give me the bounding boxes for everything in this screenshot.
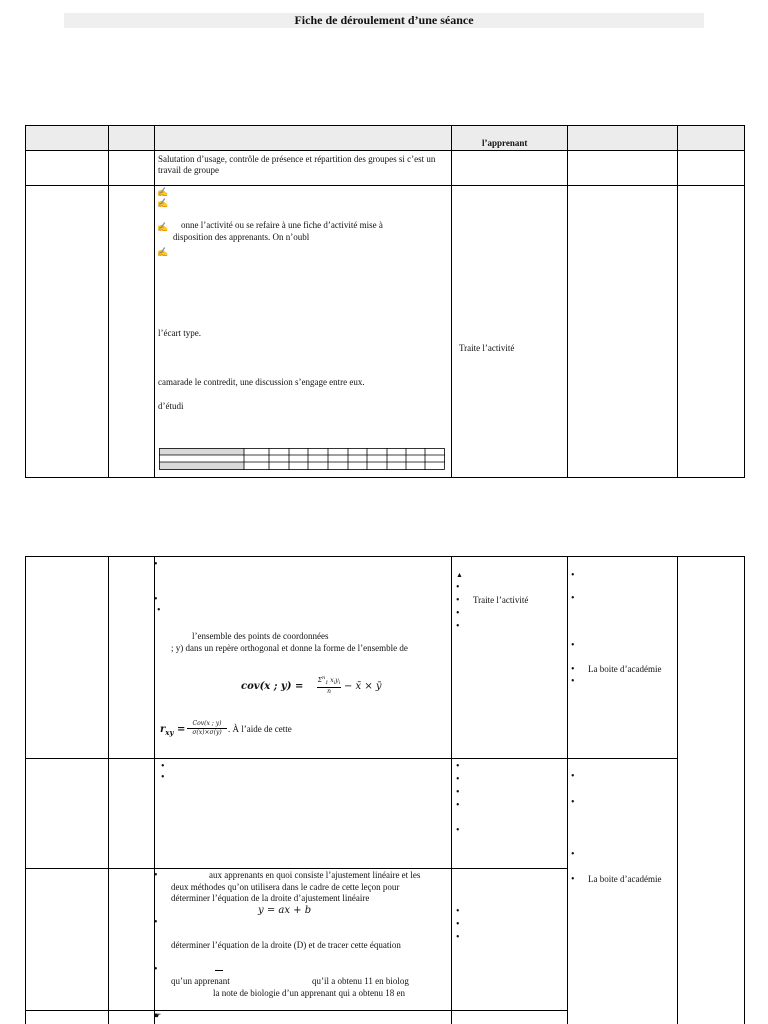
pencil-icon: ✍ <box>157 187 169 197</box>
bullet <box>161 773 165 783</box>
bullet <box>154 918 158 928</box>
pencil-icon: ✍ <box>157 222 169 232</box>
bullet <box>456 933 460 943</box>
bullet <box>571 798 575 808</box>
row2-line4: camarade le contredit, une discussion s’engage entre eux. <box>158 377 365 387</box>
header-learner: l’apprenant <box>482 138 528 148</box>
bullet <box>571 772 575 782</box>
r1-line1: l’ensemble des points de coordonnées <box>192 631 329 641</box>
r3-equation: y = ax + b <box>258 905 312 916</box>
row1-text: Salutation d’usage, contrôle de présence et répartition des groupes si c’est un travail de groupe <box>158 154 436 175</box>
pencil-icon: ✍ <box>157 247 169 257</box>
row2-line2: disposition des apprenants. On n’oubl <box>173 232 310 242</box>
bullet <box>456 826 460 836</box>
bullet <box>456 775 460 785</box>
bullet <box>456 801 460 811</box>
bullet <box>154 965 158 975</box>
bullet <box>571 571 575 581</box>
bullet <box>456 596 460 606</box>
bullet <box>161 762 165 772</box>
r3-line1: aux apprenants en quoi consiste l’ajustement linéaire et les <box>209 870 421 880</box>
cov-formula: cov(x ; y) = <box>241 681 304 692</box>
row2-line5: d’étudi <box>158 401 184 411</box>
row2-line3: l’écart type. <box>158 328 201 338</box>
row2-line1: onne l’activité ou se refaire à une fiche d’activité mise à <box>181 220 383 230</box>
r3-line6: la note de biologie d’un apprenant qui a obtenu 18 en <box>213 988 405 998</box>
r1-resource: La boite d’académie <box>588 664 662 674</box>
bullet <box>456 622 460 632</box>
table-1-header-bg <box>25 125 744 150</box>
r-fraction: Cov(x ; y) σ(x)×σ(y) <box>187 720 227 737</box>
bullet <box>456 609 460 619</box>
bullet <box>154 560 158 570</box>
bullet <box>154 595 158 605</box>
overbar-mark <box>215 970 223 971</box>
bullet <box>456 788 460 798</box>
bullet <box>571 875 575 885</box>
r1-learner: Traite l’activité <box>473 595 529 605</box>
small-arrow-icon: ▲ <box>456 571 463 579</box>
r3-line2: deux méthodes qu’on utilisera dans le cadre de cette leçon pour <box>171 882 400 892</box>
mini-data-table <box>159 448 445 470</box>
bullet <box>456 920 460 930</box>
cov-formula-tail: − x̄ × ȳ <box>344 681 382 692</box>
bullet <box>456 583 460 593</box>
r1-line2: ; y) dans un repère orthogonal et donne la forme de l’ensemble de <box>171 643 408 653</box>
r3-line4: déterminer l’équation de la droite (D) et de tracer cette équation <box>171 940 401 950</box>
page-title: Fiche de déroulement d’une séance <box>294 13 474 27</box>
row2-learner: Traite l’activité <box>459 343 515 353</box>
bullet <box>571 594 575 604</box>
bullet <box>571 677 575 687</box>
r3-resource: La boite d’académie <box>588 874 662 884</box>
bullet <box>571 850 575 860</box>
r3-line5a: qu’un apprenant <box>171 976 230 986</box>
r-formula: $r_{xy}$ = <box>160 724 186 737</box>
hand-pointer-icon: ☛ <box>154 1011 162 1020</box>
bullet <box>456 762 460 772</box>
r1-line3: . À l’aide de cette <box>228 724 292 734</box>
cov-fraction: $\Sigma^n_1$ $x_iy_i$ n <box>317 675 341 696</box>
r3-line5b: qu’il a obtenu 11 en biolog <box>312 976 409 986</box>
bullet <box>157 606 161 616</box>
bullet <box>154 871 158 881</box>
r3-line3: déterminer l’équation de la droite d’ajustement linéaire <box>171 893 370 903</box>
bullet <box>456 907 460 917</box>
bullet <box>571 641 575 651</box>
pencil-icon: ✍ <box>157 198 169 208</box>
bullet <box>571 665 575 675</box>
